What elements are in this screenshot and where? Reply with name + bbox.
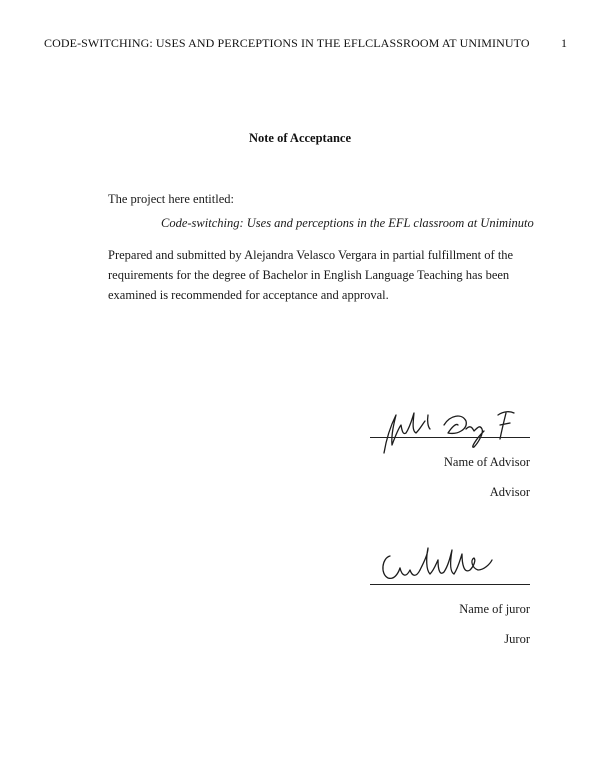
acceptance-statement: Prepared and submitted by Alejandra Velasco Vergara in partial fulfillment of the requirements for the degree of Bachelor in English Language Teaching has been examined is recommended for acceptance and approval. xyxy=(108,248,514,302)
project-title: Code-switching: Uses and perceptions in the EFL classroom at Uniminuto xyxy=(161,216,534,230)
juror-signature xyxy=(370,540,530,588)
advisor-signature-block xyxy=(370,405,530,505)
juror-role: Juror xyxy=(504,632,530,646)
intro-text: The project here entitled: xyxy=(108,192,234,206)
advisor-signature-line xyxy=(370,437,530,438)
advisor-name-label: Name of Advisor xyxy=(443,455,530,469)
juror-signature-block xyxy=(370,540,530,650)
juror-name-label: Name of juror xyxy=(459,602,530,616)
advisor-role: Advisor xyxy=(489,485,530,499)
running-head: CODE-SWITCHING: USES AND PERCEPTIONS IN THE EFLCLASSROOM AT UNIMINUTO xyxy=(44,36,530,50)
juror-signature-line xyxy=(370,584,530,585)
page-title: Note of Acceptance xyxy=(248,131,352,145)
page-number: 1 xyxy=(561,36,567,50)
advisor-signature xyxy=(370,405,530,457)
